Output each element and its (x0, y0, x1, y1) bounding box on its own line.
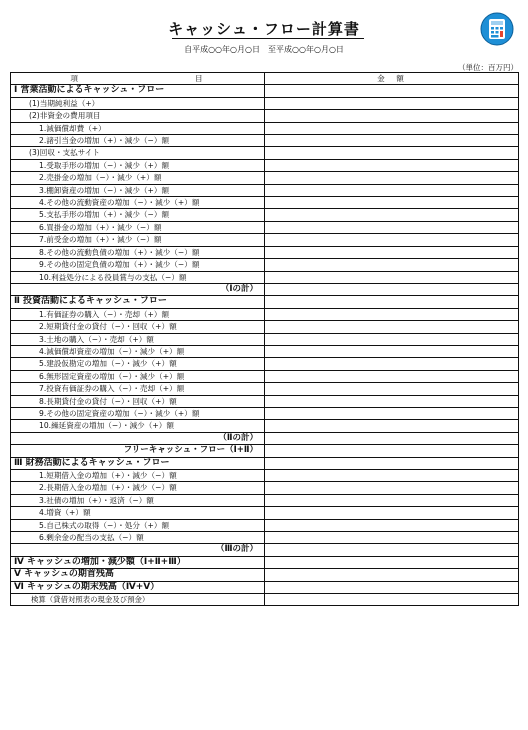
row-label: 3.棚卸資産の増加（−）・減少（+）額 (11, 184, 265, 196)
row-label: Ⅴ キャッシュの期首残高 (11, 569, 265, 581)
amount-cell[interactable] (265, 457, 519, 469)
table-row (11, 221, 519, 233)
amount-cell[interactable] (265, 197, 519, 209)
table-row (11, 147, 519, 159)
row-label: 2.売掛金の増加（−）・減少（+）額 (11, 172, 265, 184)
table-row (11, 234, 519, 246)
table-row (11, 519, 519, 531)
table-row (11, 110, 519, 122)
table-row (11, 383, 519, 395)
amount-cell[interactable] (265, 544, 519, 556)
table-row (11, 259, 519, 271)
table-row (11, 209, 519, 221)
row-label: 5.建設仮勘定の増加（−）・減少（+）額 (11, 358, 265, 370)
row-label: 10.利益処分による役員賞与の支払（−）額 (11, 271, 265, 283)
amount-cell[interactable] (265, 494, 519, 506)
table-row (11, 544, 519, 556)
unit-label: （単位：百万円） (458, 63, 518, 72)
row-label: 7.前受金の増加（+）・減少（−）額 (11, 234, 265, 246)
row-label: Ⅲ 財務活動によるキャッシュ・フロー (11, 457, 265, 469)
table-row (11, 197, 519, 209)
table-row (11, 594, 519, 606)
amount-cell[interactable] (265, 420, 519, 432)
row-label: 9.その他の固定資産の増加（−）・減少（+）額 (11, 407, 265, 419)
row-label: 9.その他の固定負債の増加（+）・減少（−）額 (11, 259, 265, 271)
table-row (11, 432, 519, 444)
amount-cell[interactable] (265, 122, 519, 134)
row-label: 3.土地の購入（−）・売却（+）額 (11, 333, 265, 345)
amount-cell[interactable] (265, 482, 519, 494)
amount-cell[interactable] (265, 532, 519, 544)
table-row (11, 358, 519, 370)
amount-cell[interactable] (265, 432, 519, 444)
row-label: 5.支払手形の増加（+）・減少（−）額 (11, 209, 265, 221)
row-label: 1.受取手形の増加（−）・減少（+）額 (11, 159, 265, 171)
table-row (11, 407, 519, 419)
row-label: 2.短期貸付金の貸付（−）・回収（+）額 (11, 321, 265, 333)
amount-cell[interactable] (265, 184, 519, 196)
amount-cell[interactable] (265, 85, 519, 97)
period-text: 自平成○○年○月○日 至平成○○年○月○日 (184, 45, 344, 54)
table-row (11, 532, 519, 544)
row-label: （Ⅲの計） (11, 544, 265, 556)
row-label: (1)当期純利益（+） (11, 97, 265, 109)
amount-cell[interactable] (265, 172, 519, 184)
amount-cell[interactable] (265, 333, 519, 345)
column-header-amount: 金 額 (265, 73, 519, 85)
amount-cell[interactable] (265, 283, 519, 295)
table-row (11, 296, 519, 308)
row-label: （Ⅰの計） (11, 283, 265, 295)
amount-cell[interactable] (265, 234, 519, 246)
row-label: (3)回収・支払サイト (11, 147, 265, 159)
table-row (11, 507, 519, 519)
table-row (11, 470, 519, 482)
amount-cell[interactable] (265, 569, 519, 581)
row-label: 6.買掛金の増加（+）・減少（−）額 (11, 221, 265, 233)
amount-cell[interactable] (265, 507, 519, 519)
title-underline (172, 38, 364, 39)
amount-cell[interactable] (265, 246, 519, 258)
amount-cell[interactable] (265, 383, 519, 395)
row-label: 10.繰延資産の増加（−）・減少（+）額 (11, 420, 265, 432)
table-row (11, 581, 519, 593)
amount-cell[interactable] (265, 259, 519, 271)
table-row (11, 556, 519, 568)
amount-cell[interactable] (265, 209, 519, 221)
amount-cell[interactable] (265, 308, 519, 320)
row-label: 6.剰余金の配当の支払（−）額 (11, 532, 265, 544)
row-label: (2)非資金の費用項目 (11, 110, 265, 122)
column-header-item: 項 目 (11, 73, 265, 85)
table-row (11, 184, 519, 196)
table-row (11, 172, 519, 184)
table-header-row (11, 73, 519, 85)
amount-cell[interactable] (265, 321, 519, 333)
row-label: 検算（貸借対照表の現金及び預金） (11, 594, 265, 606)
table-row (11, 85, 519, 97)
row-label: 1.減価償却費（+） (11, 122, 265, 134)
table-row (11, 271, 519, 283)
row-label: 5.自己株式の取得（−）・処分（+）額 (11, 519, 265, 531)
table-row (11, 445, 519, 457)
amount-cell[interactable] (265, 221, 519, 233)
table-row (11, 494, 519, 506)
cash-flow-table (10, 72, 519, 606)
document-title: キャッシュ・フロー計算書 (168, 20, 360, 38)
table-row (11, 457, 519, 469)
amount-cell[interactable] (265, 519, 519, 531)
amount-cell[interactable] (265, 345, 519, 357)
amount-cell[interactable] (265, 147, 519, 159)
amount-cell[interactable] (265, 271, 519, 283)
row-label: Ⅳ キャッシュの増加・減少額（Ⅰ+Ⅱ+Ⅲ） (11, 556, 265, 568)
table-row (11, 370, 519, 382)
table-row (11, 420, 519, 432)
table-row (11, 283, 519, 295)
amount-cell[interactable] (265, 110, 519, 122)
table-row (11, 482, 519, 494)
amount-cell[interactable] (265, 97, 519, 109)
row-label: 1.有価証券の購入（−）・売却（+）額 (11, 308, 265, 320)
amount-cell[interactable] (265, 296, 519, 308)
row-label: 7.投資有価証券の購入（−）・売却（+）額 (11, 383, 265, 395)
table-row (11, 97, 519, 109)
table-row (11, 135, 519, 147)
amount-cell[interactable] (265, 395, 519, 407)
row-label: フリーキャッシュ・フロー（Ⅰ+Ⅱ） (11, 445, 265, 457)
row-label: 1.短期借入金の増加（+）・減少（−）額 (11, 470, 265, 482)
row-label: 2.諸引当金の増加（+）・減少（−）額 (11, 135, 265, 147)
amount-cell[interactable] (265, 135, 519, 147)
row-label: 3.社債の増加（+）・返済（−）額 (11, 494, 265, 506)
amount-cell[interactable] (265, 358, 519, 370)
table-row (11, 333, 519, 345)
table-row (11, 569, 519, 581)
calculator-logo-icon (480, 12, 514, 46)
amount-cell[interactable] (265, 594, 519, 606)
table-row (11, 308, 519, 320)
row-label: 8.その他の流動負債の増加（+）・減少（−）額 (11, 246, 265, 258)
amount-cell[interactable] (265, 370, 519, 382)
row-label: 6.無形固定資産の増加（−）・減少（+）額 (11, 370, 265, 382)
table-row (11, 345, 519, 357)
table-row (11, 159, 519, 171)
table-row (11, 122, 519, 134)
amount-cell[interactable] (265, 445, 519, 457)
row-label: Ⅱ 投資活動によるキャッシュ・フロー (11, 296, 265, 308)
row-label: 4.その他の流動資産の増加（−）・減少（+）額 (11, 197, 265, 209)
row-label: 4.増資（+）額 (11, 507, 265, 519)
row-label: 4.減価償却資産の増加（−）・減少（+）額 (11, 345, 265, 357)
amount-cell[interactable] (265, 470, 519, 482)
table-row (11, 246, 519, 258)
table-row (11, 321, 519, 333)
row-label: Ⅵ キャッシュの期末残高（Ⅳ+Ⅴ） (11, 581, 265, 593)
row-label: Ⅰ 営業活動によるキャッシュ・フロー (11, 85, 265, 97)
amount-cell[interactable] (265, 556, 519, 568)
row-label: 2.長期借入金の増加（+）・減少（−）額 (11, 482, 265, 494)
amount-cell[interactable] (265, 581, 519, 593)
row-label: （Ⅱの計） (11, 432, 265, 444)
amount-cell[interactable] (265, 407, 519, 419)
amount-cell[interactable] (265, 159, 519, 171)
row-label: 8.長期貸付金の貸付（−）・回収（+）額 (11, 395, 265, 407)
table-row (11, 395, 519, 407)
